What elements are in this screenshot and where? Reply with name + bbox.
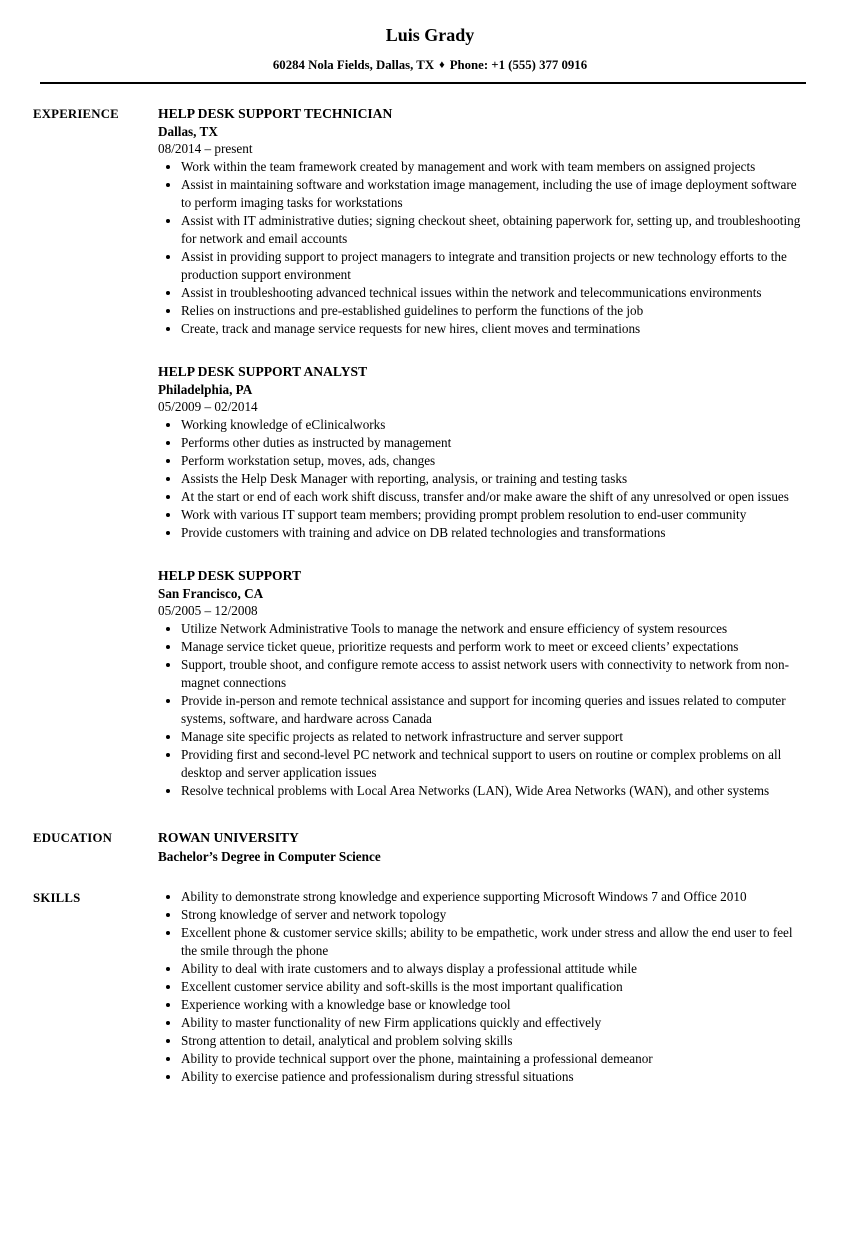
bullet-item: • Perform workstation setup, moves, ads, changes xyxy=(181,452,802,470)
section-experience xyxy=(33,104,802,800)
bullet-item: • Assists the Help Desk Manager with reporting, analysis, or training and testing tasks xyxy=(181,470,802,488)
bullet-item: • Manage site specific projects as related to network infrastructure and server support xyxy=(181,728,802,746)
bullet-item: • Ability to deal with irate customers and to always display a professional attitude while xyxy=(181,960,802,978)
bullet-item: • Excellent phone & customer service skills; ability to be empathetic, work under stress and allow the end user to feel the smile through the phone xyxy=(181,924,802,960)
skills-content xyxy=(158,888,802,1086)
resume-body xyxy=(0,84,860,1086)
bullet-item: • Working knowledge of eClinicalworks xyxy=(181,416,802,434)
job-location: Philadelphia, PA xyxy=(158,382,253,397)
bullet-item: • Ability to master functionality of new Firm applications quickly and effectively xyxy=(181,1014,802,1032)
resume-header xyxy=(0,0,860,73)
bullet-item: • Assist in maintaining software and workstation image management, including the use of image deployment software to perform imaging tasks for workstations xyxy=(181,176,802,212)
bullet-item: • Ability to provide technical support over the phone, maintaining a professional demeanor xyxy=(181,1050,802,1068)
bullet-item: • Assist in providing support to project managers to integrate and transition projects or new technology efforts to the production support environment xyxy=(181,248,802,284)
job-entry-3 xyxy=(158,566,802,800)
section-label-skills: SKILLS xyxy=(33,891,81,905)
bullet-item: • Provide customers with training and advice on DB related technologies and transformations xyxy=(181,524,802,542)
address-text: 60284 Nola Fields, Dallas, TX xyxy=(272,58,435,72)
section-label-education: EDUCATION xyxy=(33,831,113,845)
job-location: Dallas, TX xyxy=(158,124,218,139)
bullet-item: • Strong attention to detail, analytical and problem solving skills xyxy=(181,1032,802,1050)
job-entry-1 xyxy=(158,104,802,338)
section-skills xyxy=(33,888,802,1086)
bullet-item: • Experience working with a knowledge base or knowledge tool xyxy=(181,996,802,1014)
job-dates: 05/2005 – 12/2008 xyxy=(158,603,258,618)
contact-line xyxy=(0,58,860,73)
bullet-item: • Utilize Network Administrative Tools to manage the network and ensure efficiency of system resources xyxy=(181,620,802,638)
diamond-separator-icon: ♦ xyxy=(439,59,445,71)
education-degree: Bachelor’s Degree in Computer Science xyxy=(158,849,381,864)
job-bullet-list xyxy=(158,620,802,800)
bullet-item: • Performs other duties as instructed by management xyxy=(181,434,802,452)
phone-text: Phone: +1 (555) 377 0916 xyxy=(449,58,588,72)
job-entry-2 xyxy=(158,362,802,542)
bullet-item: • Ability to demonstrate strong knowledge and experience supporting Microsoft Windows 7 and Office 2010 xyxy=(181,888,802,906)
bullet-item: • At the start or end of each work shift discuss, transfer and/or make aware the shift of any unresolved or open issues xyxy=(181,488,802,506)
education-content xyxy=(158,828,802,866)
bullet-item: • Manage service ticket queue, prioritize requests and perform work to meet or exceed clients’ expectations xyxy=(181,638,802,656)
bullet-item: • Resolve technical problems with Local Area Networks (LAN), Wide Area Networks (WAN), and other systems xyxy=(181,782,802,800)
job-title: HELP DESK SUPPORT ANALYST xyxy=(158,364,368,379)
bullet-item: • Strong knowledge of server and network topology xyxy=(181,906,802,924)
bullet-item: • Assist with IT administrative duties; signing checkout sheet, obtaining paperwork for, setting up, and troubleshooting for network and email accounts xyxy=(181,212,802,248)
bullet-item: • Ability to exercise patience and professionalism during stressful situations xyxy=(181,1068,802,1086)
job-dates: 05/2009 – 02/2014 xyxy=(158,399,258,414)
bullet-item: • Support, trouble shoot, and configure remote access to assist network users with connectivity to network from non-magnet connections xyxy=(181,656,802,692)
skills-bullet-list xyxy=(158,888,802,1086)
experience-content xyxy=(158,104,802,800)
job-title: HELP DESK SUPPORT TECHNICIAN xyxy=(158,106,393,121)
job-title: HELP DESK SUPPORT xyxy=(158,568,302,583)
job-bullet-list xyxy=(158,158,802,338)
bullet-item: • Excellent customer service ability and soft-skills is the most important qualification xyxy=(181,978,802,996)
job-bullet-list xyxy=(158,416,802,542)
bullet-item: • Provide in-person and remote technical assistance and support for incoming queries and issues related to computer systems, software, and hardware across Canada xyxy=(181,692,802,728)
bullet-item: • Work within the team framework created by management and work with team members on assigned projects xyxy=(181,158,802,176)
section-label-experience: EXPERIENCE xyxy=(33,107,119,121)
bullet-item: • Create, track and manage service requests for new hires, client moves and terminations xyxy=(181,320,802,338)
education-school: ROWAN UNIVERSITY xyxy=(158,830,299,845)
candidate-name: Luis Grady xyxy=(385,25,475,45)
bullet-item: • Assist in troubleshooting advanced technical issues within the network and telecommunications environments xyxy=(181,284,802,302)
job-location: San Francisco, CA xyxy=(158,586,264,601)
bullet-item: • Relies on instructions and pre-established guidelines to perform the functions of the job xyxy=(181,302,802,320)
section-education xyxy=(33,828,802,866)
job-dates: 08/2014 – present xyxy=(158,141,253,156)
bullet-item: • Providing first and second-level PC network and technical support to users on routine or complex problems on all desktop and server application issues xyxy=(181,746,802,782)
bullet-item: • Work with various IT support team members; providing prompt problem resolution to end-user community xyxy=(181,506,802,524)
